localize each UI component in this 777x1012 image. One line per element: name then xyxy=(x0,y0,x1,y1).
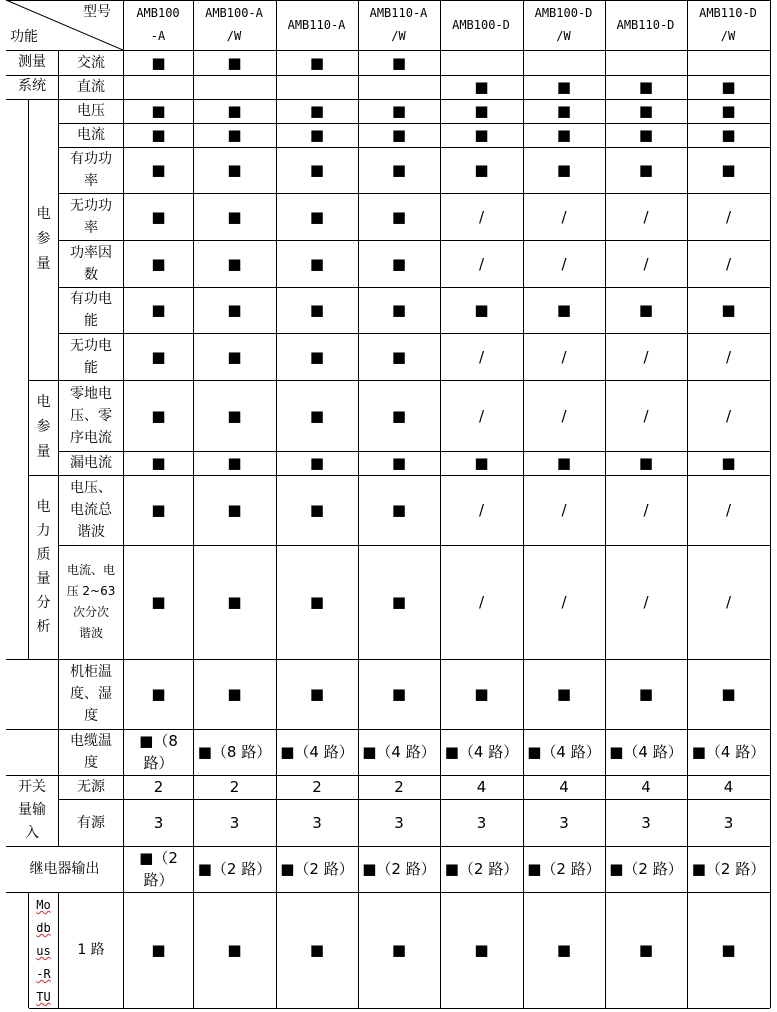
group-switch-input: 开关 量输 入 xyxy=(18,778,46,841)
table-cell: ■ xyxy=(151,941,166,959)
modbus-char: Mo xyxy=(36,898,51,912)
table-cell: / xyxy=(478,347,485,366)
row-label: 无功功 率 xyxy=(70,197,112,236)
table-cell: 3 xyxy=(559,813,569,832)
table-cell: ■ xyxy=(227,501,242,519)
model-header: AMB110-D /W xyxy=(699,6,757,43)
table-cell: / xyxy=(478,207,485,226)
table-cell: ■ xyxy=(309,254,325,273)
table-cell: 4 xyxy=(723,778,734,796)
table-cell: ■ xyxy=(309,102,325,120)
table-cell: 4 xyxy=(476,778,487,796)
model-header: AMB100-A /W xyxy=(205,6,263,43)
table-cell: ■ xyxy=(638,301,654,319)
table-cell: / xyxy=(725,406,732,425)
table-cell: ■ xyxy=(227,685,242,703)
table-cell: ■ xyxy=(391,941,407,959)
grid-line xyxy=(59,1008,770,1009)
table-cell: ■ xyxy=(309,207,325,226)
table-cell: ■ xyxy=(474,161,489,179)
modbus-char: us xyxy=(36,944,51,958)
group-electrical-params: 电 参 量 xyxy=(36,205,51,272)
table-cell: 2 xyxy=(153,778,164,796)
table-cell: ■ xyxy=(556,126,572,144)
table-cell: ■ xyxy=(227,941,242,959)
table-cell: 3 xyxy=(476,813,487,832)
table-cell: ■ xyxy=(556,301,572,319)
row-label: 有功电 能 xyxy=(70,291,112,329)
table-cell: ■ xyxy=(638,102,654,120)
table-cell: ■ xyxy=(721,454,736,472)
table-cell: ■ xyxy=(474,941,489,959)
table-cell: ■ xyxy=(151,347,166,366)
model-header: AMB110-D xyxy=(616,17,675,32)
row-label: 无功电 能 xyxy=(70,337,112,376)
model-header: AMB110-A /W xyxy=(369,6,428,43)
table-cell: 2 xyxy=(394,778,404,796)
row-label: 电缆温 度 xyxy=(70,733,112,771)
corner-diagonal-line xyxy=(6,0,123,50)
table-cell: ■ xyxy=(227,161,242,179)
table-cell: ■（4 路） xyxy=(609,743,683,761)
table-cell: / xyxy=(561,593,567,611)
table-cell: ■ xyxy=(721,161,736,179)
row-label: 机柜温 度、湿 度 xyxy=(70,664,112,724)
table-cell: ■ xyxy=(391,102,407,120)
grid-line xyxy=(123,0,124,1008)
table-cell: ■（8 路） xyxy=(197,743,272,761)
grid-line xyxy=(58,892,59,1008)
model-header: AMB100-D xyxy=(452,17,510,32)
modbus-char: -R xyxy=(36,967,51,981)
table-cell: ■ xyxy=(309,593,325,611)
table-cell: ■（4 路） xyxy=(527,743,601,761)
table-cell: ■（2 路） xyxy=(362,860,436,878)
table-cell: / xyxy=(725,501,732,519)
table-cell: ■ xyxy=(151,254,166,273)
model-header: AMB110-A xyxy=(287,17,346,32)
modbus-char: TU xyxy=(36,990,51,1004)
table-cell: ■ xyxy=(556,685,572,703)
table-cell: ■ xyxy=(474,685,489,703)
table-cell: ■ xyxy=(638,454,654,472)
table-cell: ■ xyxy=(151,685,166,703)
grid-line xyxy=(59,147,770,148)
table-cell: ■（4 路） xyxy=(362,743,436,761)
table-cell: ■ xyxy=(638,685,654,703)
table-cell: ■ xyxy=(151,454,166,472)
table-cell xyxy=(358,75,440,99)
table-cell: ■ xyxy=(227,593,242,611)
table-cell: ■ xyxy=(638,78,654,96)
grid-line xyxy=(605,0,606,1008)
table-cell: ■ xyxy=(391,254,407,273)
table-cell: / xyxy=(643,406,649,425)
grid-line xyxy=(59,287,770,288)
table-cell: ■ xyxy=(391,501,407,519)
table-cell: / xyxy=(561,254,567,273)
table-cell: ■ xyxy=(309,347,325,366)
table-cell: ■ xyxy=(474,301,489,319)
group-relay-output: 继电器输出 xyxy=(29,860,100,877)
row-label: 零地电 压、零 序电流 xyxy=(70,385,112,446)
grid-line xyxy=(6,659,59,660)
table-cell: / xyxy=(643,593,649,611)
row-label: 交流 xyxy=(77,55,105,71)
table-cell: ■（2 路） xyxy=(527,860,601,878)
table-cell: ■ xyxy=(309,161,325,179)
table-cell: ■ xyxy=(474,102,489,120)
table-cell: ■ xyxy=(227,126,242,144)
modbus-char: db xyxy=(36,921,51,935)
group-electrical-params: 电 参 量 xyxy=(36,393,51,460)
table-cell: / xyxy=(561,406,567,425)
table-cell: ■ xyxy=(391,126,407,144)
table-cell: ■（4 路） xyxy=(280,743,354,761)
table-cell: 3 xyxy=(153,813,164,832)
grid-line xyxy=(59,193,770,194)
table-cell: ■ xyxy=(721,685,736,703)
table-cell: ■ xyxy=(638,126,654,144)
row-label: 有功功 率 xyxy=(70,151,112,189)
table-cell: ■ xyxy=(474,454,489,472)
corner-diagonal xyxy=(0,0,123,51)
grid-line xyxy=(58,51,59,99)
grid-line xyxy=(358,0,359,1008)
group-measurement-system: 测量 系统 xyxy=(18,54,46,94)
table-cell: ■ xyxy=(721,301,736,319)
grid-line xyxy=(59,545,770,546)
grid-line xyxy=(59,475,770,476)
table-cell: ■ xyxy=(474,126,489,144)
table-cell: 2 xyxy=(312,778,322,796)
table-cell: / xyxy=(725,254,732,273)
grid-line xyxy=(6,775,59,776)
table-cell: 3 xyxy=(723,813,734,832)
table-cell: ■ xyxy=(151,126,166,144)
table-cell: / xyxy=(643,347,649,366)
grid-line xyxy=(58,99,59,846)
table-cell: ■ xyxy=(227,406,242,425)
table-cell: ■ xyxy=(151,102,166,120)
table-cell: ■ xyxy=(391,406,407,425)
table-cell: ■ xyxy=(556,78,572,96)
grid-line xyxy=(59,380,770,381)
grid-line xyxy=(59,799,770,800)
table-cell: ■ xyxy=(391,301,407,319)
table-cell: ■ xyxy=(227,301,242,319)
table-cell: ■ xyxy=(309,406,325,425)
table-cell: / xyxy=(478,593,485,611)
grid-line xyxy=(440,0,441,1008)
table-cell: ■ xyxy=(309,685,325,703)
table-cell xyxy=(124,75,193,99)
table-cell: / xyxy=(478,254,485,273)
table-cell: ■ xyxy=(721,78,736,96)
table-cell: ■ xyxy=(638,941,654,959)
table-cell: ■（8 路） xyxy=(139,732,178,772)
table-cell: ■ xyxy=(151,301,166,319)
row-label: 电压 xyxy=(77,103,105,119)
model-header: AMB100-D /W xyxy=(534,6,593,43)
table-cell: ■ xyxy=(556,941,572,959)
grid-line xyxy=(28,892,29,1008)
table-cell: 4 xyxy=(641,778,651,796)
table-cell: / xyxy=(725,207,732,226)
grid-line xyxy=(59,333,770,334)
row-label: 漏电流 xyxy=(70,455,112,471)
table-cell: ■ xyxy=(309,501,325,519)
row-label: 电压、 电流总 谐波 xyxy=(70,480,112,540)
table-cell: 2 xyxy=(229,778,240,796)
table-cell: ■ xyxy=(227,102,242,120)
table-cell: ■ xyxy=(227,254,242,273)
table-cell: ■（2 路） xyxy=(139,849,178,889)
table-cell: ■ xyxy=(227,54,242,72)
row-label: 功率因 数 xyxy=(70,244,112,283)
grid-line xyxy=(29,1008,59,1009)
corner-function-label: 功能 xyxy=(10,29,38,45)
grid-line xyxy=(59,240,770,241)
grid-line xyxy=(193,0,194,1008)
row-label: 电流 xyxy=(77,127,105,143)
table-cell: ■ xyxy=(151,161,166,179)
table-cell: ■ xyxy=(227,347,242,366)
table-cell: ■（4 路） xyxy=(444,743,519,761)
grid-line xyxy=(6,892,770,893)
table-cell: ■ xyxy=(391,161,407,179)
table-cell: / xyxy=(725,593,732,611)
table-cell: ■（2 路） xyxy=(444,860,519,878)
grid-line xyxy=(59,451,770,452)
grid-line xyxy=(6,775,770,776)
table-cell: 3 xyxy=(394,813,404,832)
table-cell: ■ xyxy=(474,78,489,96)
table-cell: ■（2 路） xyxy=(609,860,683,878)
table-cell: 4 xyxy=(559,778,569,796)
table-cell: ■ xyxy=(151,501,166,519)
table-cell: ■ xyxy=(151,593,166,611)
table-cell: ■ xyxy=(309,54,325,72)
table-cell xyxy=(440,51,523,75)
table-cell: ■ xyxy=(556,102,572,120)
table-cell: / xyxy=(478,406,485,425)
table-cell: 3 xyxy=(229,813,240,832)
table-cell: ■ xyxy=(556,454,572,472)
row-label: 有源 xyxy=(77,814,105,831)
grid-line xyxy=(59,729,770,730)
grid-line xyxy=(687,0,688,1008)
table-cell xyxy=(193,75,276,99)
table-cell: ■ xyxy=(721,941,736,959)
table-cell: ■ xyxy=(309,941,325,959)
table-cell: ■ xyxy=(638,161,654,179)
table-cell xyxy=(687,51,770,75)
table-cell: ■ xyxy=(391,454,407,472)
grid-line xyxy=(6,99,770,100)
table-cell: / xyxy=(561,501,567,519)
table-cell: / xyxy=(561,207,567,226)
table-cell: ■ xyxy=(556,161,572,179)
row-label: 无源 xyxy=(77,779,105,795)
table-cell xyxy=(276,75,358,99)
model-header: AMB100 -A xyxy=(136,6,180,43)
table-cell: ■（2 路） xyxy=(280,860,354,878)
grid-line xyxy=(29,380,59,381)
table-cell: ■（2 路） xyxy=(691,860,766,878)
group-power-quality: 电 力 质 量 分 析 xyxy=(36,499,51,635)
table-cell: ■ xyxy=(151,406,166,425)
grid-line xyxy=(6,75,770,76)
table-cell: ■ xyxy=(151,207,166,226)
grid-line xyxy=(770,0,771,1008)
group-modbus-rtu xyxy=(29,895,58,1008)
table-cell: ■ xyxy=(721,126,736,144)
table-cell: ■ xyxy=(391,593,407,611)
table-cell: 3 xyxy=(312,813,322,832)
grid-line xyxy=(59,659,770,660)
grid-line xyxy=(28,99,29,659)
grid-line xyxy=(59,123,770,124)
table-cell: / xyxy=(561,347,567,366)
table-cell: ■ xyxy=(391,207,407,226)
row-label: 电流、电 压 2~63 次分次 谐波 xyxy=(66,563,116,640)
corner-model-label: 型号 xyxy=(83,4,111,20)
table-cell: / xyxy=(643,501,649,519)
table-cell: ■ xyxy=(227,454,242,472)
table-cell: ■ xyxy=(227,207,242,226)
table-cell: ■（4 路） xyxy=(691,743,766,761)
table-cell: / xyxy=(643,207,649,226)
table-cell: ■ xyxy=(151,54,166,72)
table-cell xyxy=(605,51,687,75)
table-cell: / xyxy=(643,254,649,273)
table-cell: ■ xyxy=(391,347,407,366)
grid-line xyxy=(523,0,524,1008)
table-cell: 3 xyxy=(641,813,651,832)
table-cell xyxy=(523,51,605,75)
table-cell: / xyxy=(478,501,485,519)
table-cell: ■ xyxy=(309,301,325,319)
grid-line xyxy=(6,846,770,847)
table-cell: ■ xyxy=(309,454,325,472)
table-cell: ■ xyxy=(391,54,407,72)
table-cell: ■ xyxy=(721,102,736,120)
table-cell: ■ xyxy=(309,126,325,144)
row-label: 直流 xyxy=(77,79,105,95)
table-cell: ■ xyxy=(391,685,407,703)
table-cell: / xyxy=(725,347,732,366)
grid-line xyxy=(6,729,59,730)
table-cell: ■（2 路） xyxy=(197,860,272,878)
grid-line xyxy=(276,0,277,1008)
grid-line xyxy=(29,475,59,476)
row-label: 1 路 xyxy=(77,942,105,958)
